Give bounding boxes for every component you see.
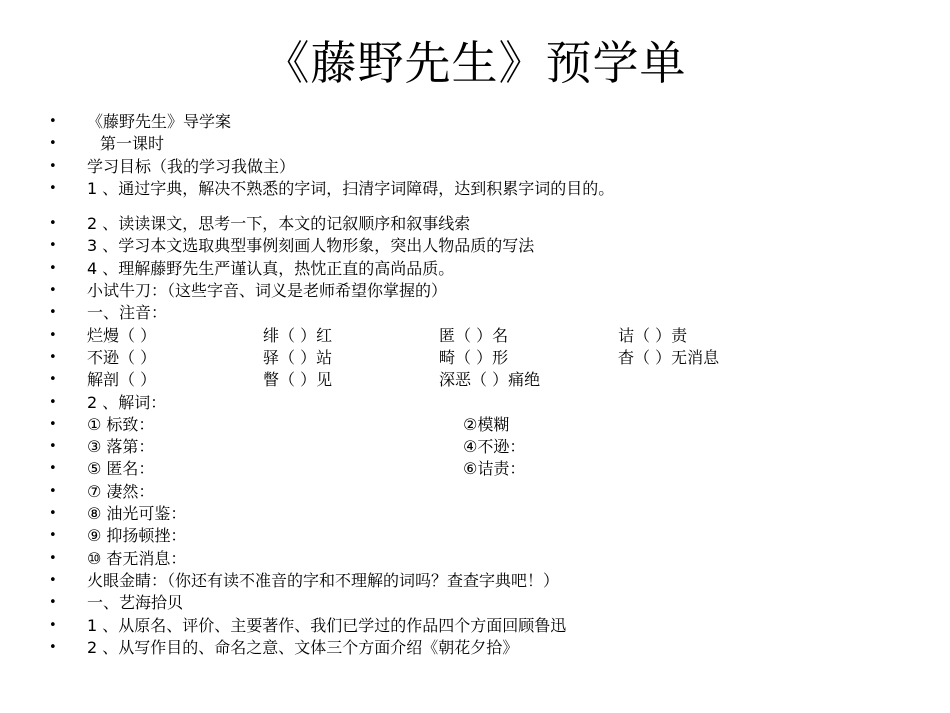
vocab-item: ④不逊： bbox=[463, 437, 526, 457]
page-title: 《藤野先生》预学单 bbox=[263, 36, 687, 90]
bullet-marker: • bbox=[49, 327, 57, 343]
goal-4: 4 、理解藤野先生严谨认真，热忱正直的高尚品质。 bbox=[87, 258, 455, 278]
goal-3: 3 、学习本文选取典型事例刻画人物形象，突出人物品质的写法 bbox=[87, 236, 535, 256]
pinyin-blank: 绯（ ）红 bbox=[263, 325, 333, 345]
list-item bbox=[0, 258, 950, 280]
pinyin-blank: 诘（ ）责 bbox=[618, 325, 688, 345]
pinyin-blank: 瞥（ ）见 bbox=[263, 370, 333, 390]
bullet-marker: • bbox=[49, 305, 57, 321]
list-item bbox=[0, 235, 950, 257]
bullet-marker: • bbox=[49, 349, 57, 365]
vocab-item: ⑥诘责： bbox=[463, 459, 526, 479]
vocab-item: ⑩ 杳无消息： bbox=[87, 548, 187, 568]
list-item bbox=[0, 302, 950, 324]
bullet-marker: • bbox=[49, 639, 57, 655]
vocab-item: ②模糊 bbox=[463, 414, 510, 434]
bullet-marker: • bbox=[49, 506, 57, 522]
pinyin-blank: 解剖（ ） bbox=[87, 370, 157, 390]
vocab-row bbox=[0, 548, 950, 570]
bullet-marker: • bbox=[49, 416, 57, 432]
bullet-marker: • bbox=[49, 114, 57, 129]
pinyin-blank: 畸（ ）形 bbox=[439, 347, 509, 367]
bullet-marker: • bbox=[49, 283, 57, 299]
vocab-item: ⑤ 匿名： bbox=[87, 459, 155, 479]
list-item bbox=[0, 392, 950, 414]
bullet-marker: • bbox=[49, 260, 57, 276]
vocab-row bbox=[0, 436, 950, 458]
list-item bbox=[0, 592, 950, 614]
pinyin-blank: 深恶（ ）痛绝 bbox=[439, 370, 541, 390]
pinyin-blank: 杳（ ）无消息 bbox=[618, 347, 720, 367]
bullet-marker: • bbox=[49, 216, 57, 232]
vocab-item: ⑨ 抑扬顿挫： bbox=[87, 526, 187, 546]
list-item bbox=[0, 615, 950, 637]
bullet-marker: • bbox=[49, 528, 57, 544]
bullet-marker: • bbox=[49, 550, 57, 566]
list-item bbox=[0, 637, 950, 659]
bullet-marker: • bbox=[49, 595, 57, 611]
goal-1: 1 、通过字典，解决不熟悉的字词，扫清字词障碍，达到积累字词的目的。 bbox=[87, 178, 615, 198]
bullet-marker: • bbox=[49, 394, 57, 410]
bullet-list bbox=[0, 111, 950, 659]
vocab-item: ① 标致： bbox=[87, 414, 155, 434]
list-item bbox=[0, 178, 950, 200]
vocab-row bbox=[0, 458, 950, 480]
bullet-marker: • bbox=[49, 180, 57, 196]
list-item bbox=[0, 570, 950, 592]
bullet-marker: • bbox=[49, 617, 57, 633]
pinyin-heading: 一、注音： bbox=[87, 303, 168, 323]
bullet-marker: • bbox=[49, 483, 57, 499]
task-1: 1 、从原名、评价、主要著作、我们已学过的作品四个方面回顾鲁迅 bbox=[87, 615, 567, 635]
bullet-marker: • bbox=[49, 439, 57, 455]
pinyin-row bbox=[0, 325, 950, 347]
list-item bbox=[0, 280, 950, 302]
pinyin-blank: 烂熳（ ） bbox=[87, 325, 157, 345]
goal-2: 2 、读读课文，思考一下，本文的记叙顺序和叙事线索 bbox=[87, 214, 471, 234]
vocab-row bbox=[0, 503, 950, 525]
lesson-period-line: 第一课时 bbox=[100, 134, 165, 154]
bullet-marker: • bbox=[49, 136, 57, 152]
pinyin-blank: 不逊（ ） bbox=[87, 347, 157, 367]
self-check-prompt: 火眼金睛：（你还有读不准音的字和不理解的词吗？查查字典吧！） bbox=[87, 570, 560, 590]
pinyin-blank: 匿（ ）名 bbox=[439, 325, 509, 345]
task-2: 2 、从写作目的、命名之意、文体三个方面介绍《朝花夕拾》 bbox=[87, 637, 519, 657]
vocab-item: ⑧ 油光可鉴： bbox=[87, 504, 187, 524]
vocab-row bbox=[0, 525, 950, 547]
list-item bbox=[0, 111, 950, 133]
vocab-item: ⑦ 凄然： bbox=[87, 481, 155, 501]
vocab-row bbox=[0, 414, 950, 436]
bullet-marker: • bbox=[49, 238, 57, 254]
bullet-marker: • bbox=[49, 461, 57, 477]
vocab-row bbox=[0, 481, 950, 503]
bullet-marker: • bbox=[49, 572, 57, 588]
pinyin-row bbox=[0, 347, 950, 369]
list-item bbox=[0, 156, 950, 178]
guide-title-line: 《藤野先生》导学案 bbox=[87, 112, 232, 131]
vocab-heading: 2 、解词： bbox=[87, 392, 167, 412]
section-heading: 一、艺海拾贝 bbox=[87, 593, 184, 613]
practice-heading: 小试牛刀：（这些字音、词义是老师希望你掌握的） bbox=[87, 281, 448, 301]
bullet-marker: • bbox=[49, 372, 57, 388]
learning-goals-heading: 学习目标（我的学习我做主） bbox=[87, 156, 296, 176]
list-item bbox=[0, 213, 950, 235]
pinyin-blank: 驿（ ）站 bbox=[263, 347, 333, 367]
list-item bbox=[0, 133, 950, 155]
pinyin-row bbox=[0, 369, 950, 391]
bullet-marker: • bbox=[49, 158, 57, 174]
vocab-item: ③ 落第： bbox=[87, 437, 155, 457]
